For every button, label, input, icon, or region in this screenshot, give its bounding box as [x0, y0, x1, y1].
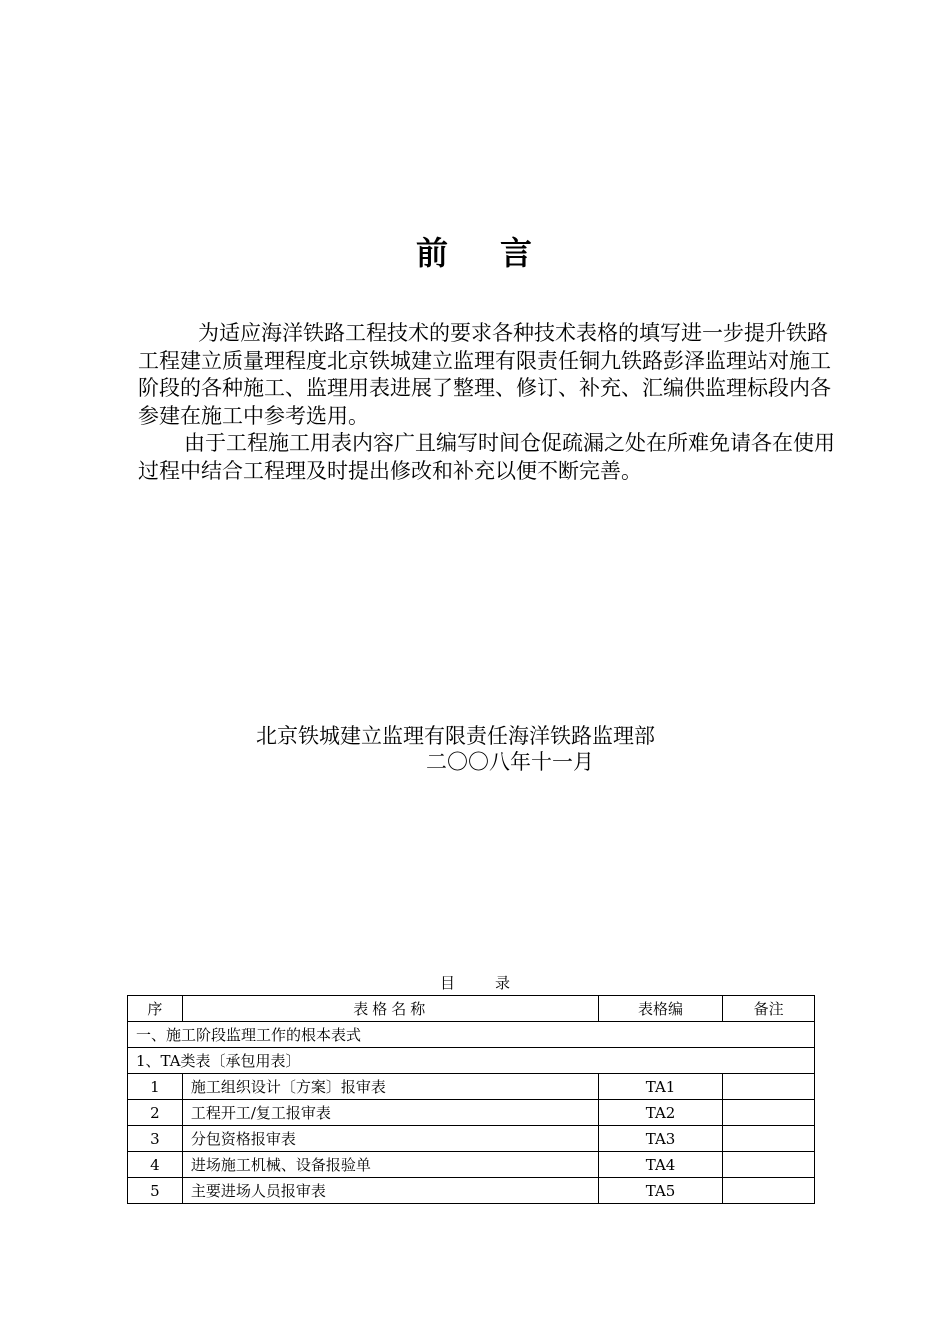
row-code: TA2 [598, 1100, 723, 1126]
preface-title-char-2: 言 [500, 234, 535, 272]
preface-paragraph-1: 为适应海洋铁路工程技术的要求各种技术表格的填写进一步提升铁路工程建立质量理程度北京铁城建立监理有限责任铜九铁路彭泽监理站对施工阶段的各种施工、监理用表进展了整理、修订、补充、汇编供监理标段内各参建在施工中参考选用。 [138, 321, 831, 428]
row-code: TA3 [598, 1126, 723, 1152]
header-code: 表格编 [598, 996, 723, 1022]
row-no: 2 [128, 1100, 183, 1126]
row-name: 进场施工机械、设备报验单 [182, 1152, 598, 1178]
row-code: TA1 [598, 1074, 723, 1100]
signoff-organization: 北京铁城建立监理有限责任海洋铁路监理部 [256, 724, 655, 748]
table-row [128, 1100, 815, 1126]
toc-title-char-2: 录 [495, 974, 511, 992]
row-note [723, 1100, 815, 1126]
row-note [723, 1178, 815, 1204]
row-code: TA4 [598, 1152, 723, 1178]
row-no: 5 [128, 1178, 183, 1204]
signoff-date: 二〇〇八年十一月 [426, 750, 594, 774]
row-name: 施工组织设计〔方案〕报审表 [182, 1074, 598, 1100]
toc-title [0, 972, 950, 993]
row-note [723, 1152, 815, 1178]
header-note: 备注 [723, 996, 815, 1022]
row-code: TA5 [598, 1178, 723, 1204]
row-note [723, 1074, 815, 1100]
table-row [128, 1074, 815, 1100]
row-no: 4 [128, 1152, 183, 1178]
toc-table [127, 995, 815, 1204]
preface-title [0, 228, 950, 274]
preface-body [138, 320, 838, 485]
row-no: 1 [128, 1074, 183, 1100]
header-name: 表格名称 [182, 996, 598, 1022]
toc-title-char-1: 目 [439, 974, 455, 992]
toc-subsection-row [128, 1048, 815, 1074]
preface-paragraph-2: 由于工程施工用表内容广且编写时间仓促疏漏之处在所难免请各在使用过程中结合工程理及时提出修改和补充以便不断完善。 [138, 431, 835, 483]
toc-header-row [128, 996, 815, 1022]
header-no: 序 [128, 996, 183, 1022]
row-name: 主要进场人员报审表 [182, 1178, 598, 1204]
toc-subsection-label: 1、TA类表〔承包用表〕 [128, 1048, 815, 1074]
row-note [723, 1126, 815, 1152]
row-no: 3 [128, 1126, 183, 1152]
table-row [128, 1152, 815, 1178]
table-row [128, 1126, 815, 1152]
preface-title-char-1: 前 [415, 234, 450, 272]
toc-section-row [128, 1022, 815, 1048]
row-name: 分包资格报审表 [182, 1126, 598, 1152]
row-name: 工程开工/复工报审表 [182, 1100, 598, 1126]
table-row [128, 1178, 815, 1204]
toc-section-label: 一、施工阶段监理工作的根本表式 [128, 1022, 815, 1048]
